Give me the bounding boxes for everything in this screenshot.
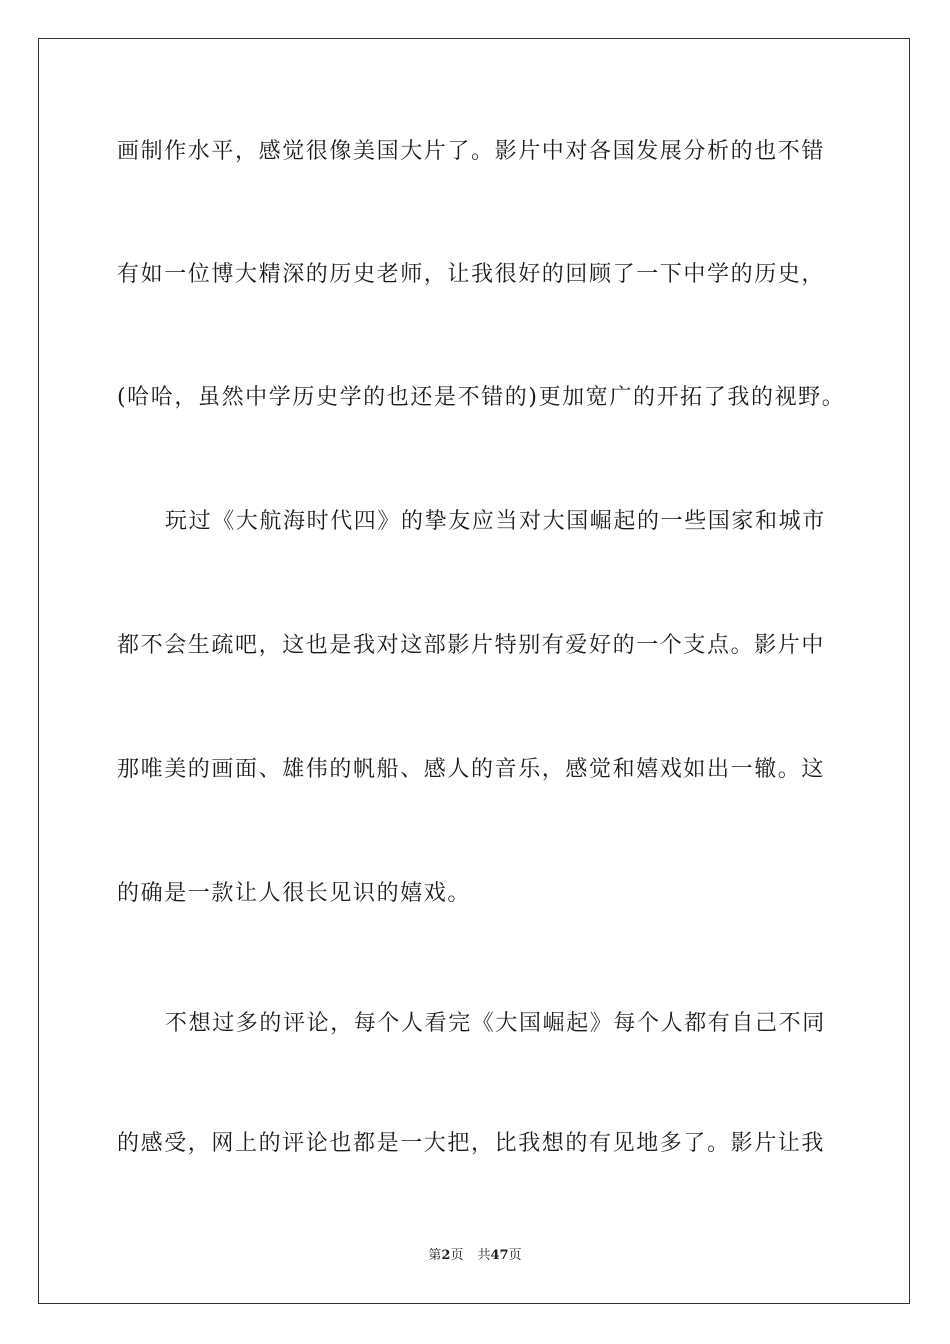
page-current: 2 [441,1248,451,1263]
page-footer [0,1247,950,1265]
text-line: 画制作水平，感觉很像美国大片了。影片中对各国发展分析的也不错 [117,139,826,164]
text-line: 那唯美的画面、雄伟的帆船、感人的音乐，感觉和嬉戏如出一辙。这 [117,757,826,782]
text-line: (哈哈，虽然中学历史学的也还是不错的)更加宽广的开拓了我的视野。 [117,385,846,410]
text-line: 的感受，网上的评论也都是一大把，比我想的有见地多了。影片让我 [117,1131,826,1156]
page-prefix: 第 [428,1248,442,1263]
page-suffix: 页 [450,1248,464,1263]
paragraph-start-line: 玩过《大航海时代四》的挚友应当对大国崛起的一些国家和城市 [165,509,826,534]
total-prefix: 共 [477,1248,491,1263]
text-line: 有如一位博大精深的历史老师，让我很好的回顾了一下中学的历史， [117,262,826,287]
text-line: 都不会生疏吧，这也是我对这部影片特别有爱好的一个支点。影片中 [117,633,826,658]
total-suffix: 页 [508,1248,522,1263]
paragraph-start-line: 不想过多的评论，每个人看完《大国崛起》每个人都有自己不同 [165,1011,826,1036]
text-line: 的确是一款让人很长见识的嬉戏。 [117,881,472,906]
page-total: 47 [490,1248,509,1263]
